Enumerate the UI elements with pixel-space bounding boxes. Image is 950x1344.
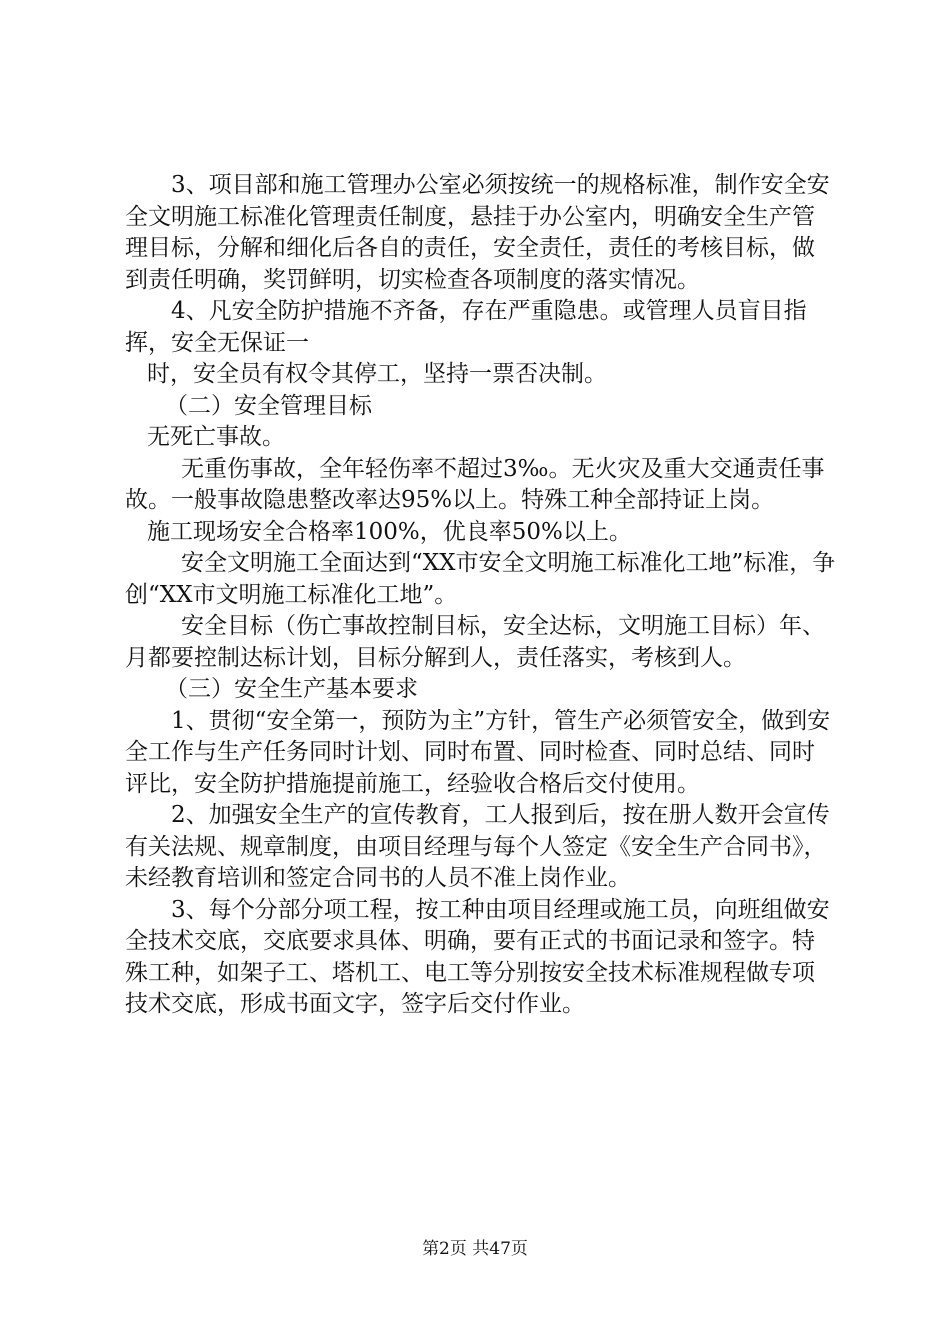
paragraph-no-serious-injury: 无重伤事故，全年轻伤率不超过3‰。无火灾及重大交通责任事故。一般事故隐患整改率达95%以上。特殊工种全部持证上岗。: [125, 455, 825, 513]
paragraph-req-2: 2、加强安全生产的宣传教育，工人报到后，按在册人数开会宣传有关法规、规章制度，由项目经理与每个人签定《安全生产合同书》，未经教育培训和签定合同书的人员不准上岗作业。: [125, 802, 830, 891]
paragraph-civilized-construction: 安全文明施工全面达到“XX市安全文明施工标准化工地”标准，争创“XX市文明施工标准化工地”。: [125, 550, 836, 608]
paragraph-item-3-responsibility: 3、项目部和施工管理办公室必须按统一的规格标准，制作安全安全文明施工标准化管理责任制度，悬挂于办公室内，明确安全生产管理目标，分解和细化后各自的责任，安全责任，责任的考核目标，做到责任明确，奖罚鲜明，切实检查各项制度的落实情况。: [125, 172, 830, 293]
page-footer: 第2页 共47页: [422, 1239, 528, 1259]
section-heading-basic-requirements: （三）安全生产基本要求: [165, 676, 418, 702]
section-heading-safety-goals: （二）安全管理目标: [165, 392, 372, 419]
paragraph-no-fatality: 无死亡事故。: [147, 424, 285, 450]
paragraph-req-1: 1、贯彻“安全第一，预防为主”方针，管生产必须管安全，做到安全工作与生产任务同时计划、同时布置、同时检查、同时总结、同时评比，安全防护措施提前施工，经验收合格后交付使用。: [125, 707, 831, 797]
paragraph-item-4-stop-work: 4、凡安全防护措施不齐备，存在严重隐患。或管理人员盲目指挥，安全无保证一: [125, 298, 807, 356]
paragraph-site-pass-rate: 施工现场安全合格率100%，优良率50%以上。: [147, 518, 632, 545]
paragraph-req-3: 3、每个分部分项工程，按工种由项目经理或施工员，向班组做安全技术交底，交底要求具体、明确，要有正式的书面记录和签字。特殊工种，如架子工、塔机工、电工等分别按安全技术标准规程做专项技术交底，形成书面文字，签字后交付作业。: [125, 896, 830, 1017]
document-body: [125, 170, 837, 1021]
paragraph-veto-continuation: 时，安全员有权令其停工，坚持一票否决制。: [147, 361, 607, 387]
paragraph-safety-targets: 安全目标（伤亡事故控制目标，安全达标，文明施工目标）年、月都要控制达标计划，目标分解到人，责任落实，考核到人。: [125, 613, 825, 671]
